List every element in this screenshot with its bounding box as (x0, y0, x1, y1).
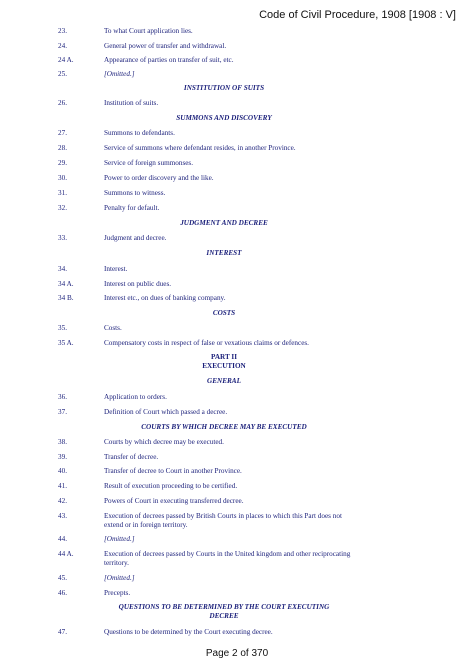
section-title: [Omitted.] (104, 535, 135, 543)
section-title: Service of summons where defendant resides, in another Province. (104, 144, 296, 152)
part-heading: PART II (210, 353, 238, 361)
section-title: General power of transfer and withdrawal. (104, 42, 227, 50)
section-number: 38. (58, 438, 67, 446)
section-title: Interest. (104, 265, 128, 273)
section-number: 43. (58, 512, 67, 520)
section-number: 40. (58, 467, 67, 475)
section-number: 35. (58, 324, 67, 332)
section-title: Costs. (104, 324, 122, 332)
section-number: 24. (58, 42, 67, 50)
section-number: 35 A. (58, 339, 74, 347)
section-heading: COURTS BY WHICH DECREE MAY BE EXECUTED (141, 423, 307, 431)
section-title: Application to orders. (104, 393, 167, 401)
section-title: Precepts. (104, 589, 131, 597)
section-number: 44 A. (58, 550, 74, 558)
section-title: Penalty for default. (104, 204, 160, 212)
section-title: Interest on public dues. (104, 280, 172, 288)
section-heading: INSTITUTION OF SUITS (183, 84, 265, 92)
section-number: 47. (58, 628, 67, 636)
section-number: 34 A. (58, 280, 74, 288)
section-title: Result of execution proceeding to be certified. (104, 482, 238, 490)
section-heading: SUMMONS AND DISCOVERY (176, 114, 272, 122)
section-title: [Omitted.] (104, 70, 135, 78)
section-title: Definition of Court which passed a decree. (104, 408, 228, 416)
section-title: Transfer of decree to Court in another Province. (104, 467, 242, 475)
section-title: Transfer of decree. (104, 453, 159, 461)
section-number: 29. (58, 159, 67, 167)
section-number: 44. (58, 535, 67, 543)
section-title: To what Court application lies. (104, 27, 193, 35)
part-title: EXECUTION (202, 362, 246, 370)
section-number: 45. (58, 574, 67, 582)
section-title: Power to order discovery and the like. (104, 174, 214, 182)
section-title: Service of foreign summonses. (104, 159, 194, 167)
section-title: Institution of suits. (104, 99, 159, 107)
section-title: Interest etc., on dues of banking company. (104, 294, 226, 302)
section-number: 23. (58, 27, 67, 35)
section-heading: QUESTIONS TO BE DETERMINED BY THE COURT EXECUTING DECREE (118, 603, 330, 620)
section-number: 46. (58, 589, 67, 597)
section-number: 36. (58, 393, 67, 401)
section-number: 25. (58, 70, 67, 78)
section-number: 39. (58, 453, 67, 461)
section-heading: GENERAL (207, 377, 241, 385)
section-number: 26. (58, 99, 67, 107)
section-heading: JUDGMENT AND DECREE (180, 219, 268, 227)
page-number: Page 2 of 370 (205, 648, 269, 659)
section-title: Summons to witness. (104, 189, 166, 197)
section-title: [Omitted.] (104, 574, 135, 582)
section-title: Questions to be determined by the Court executing decree. (104, 628, 273, 636)
section-title: Execution of decrees passed by Courts in the United kingdom and other reciprocating territory. (104, 550, 351, 567)
section-title: Appearance of parties on transfer of suit, etc. (104, 56, 234, 64)
section-title: Compensatory costs in respect of false or vexatious claims or defences. (104, 339, 309, 347)
section-heading: COSTS (212, 309, 236, 317)
section-title: Execution of decrees passed by British Courts in places to which this Part does not extend or in foreign territory. (104, 512, 342, 529)
section-number: 32. (58, 204, 67, 212)
running-header: Code of Civil Procedure, 1908 [1908 : V] (259, 9, 456, 21)
section-heading: INTEREST (206, 249, 242, 257)
section-title: Summons to defendants. (104, 129, 175, 137)
section-number: 27. (58, 129, 67, 137)
section-number: 31. (58, 189, 67, 197)
section-number: 34 B. (58, 294, 74, 302)
section-number: 37. (58, 408, 67, 416)
section-number: 34. (58, 265, 67, 273)
section-number: 28. (58, 144, 67, 152)
section-number: 41. (58, 482, 67, 490)
section-number: 33. (58, 234, 67, 242)
section-title: Powers of Court in executing transferred decree. (104, 497, 244, 505)
section-number: 30. (58, 174, 67, 182)
section-title: Judgment and decree. (104, 234, 167, 242)
section-number: 42. (58, 497, 67, 505)
section-number: 24 A. (58, 56, 74, 64)
section-title: Courts by which decree may be executed. (104, 438, 224, 446)
